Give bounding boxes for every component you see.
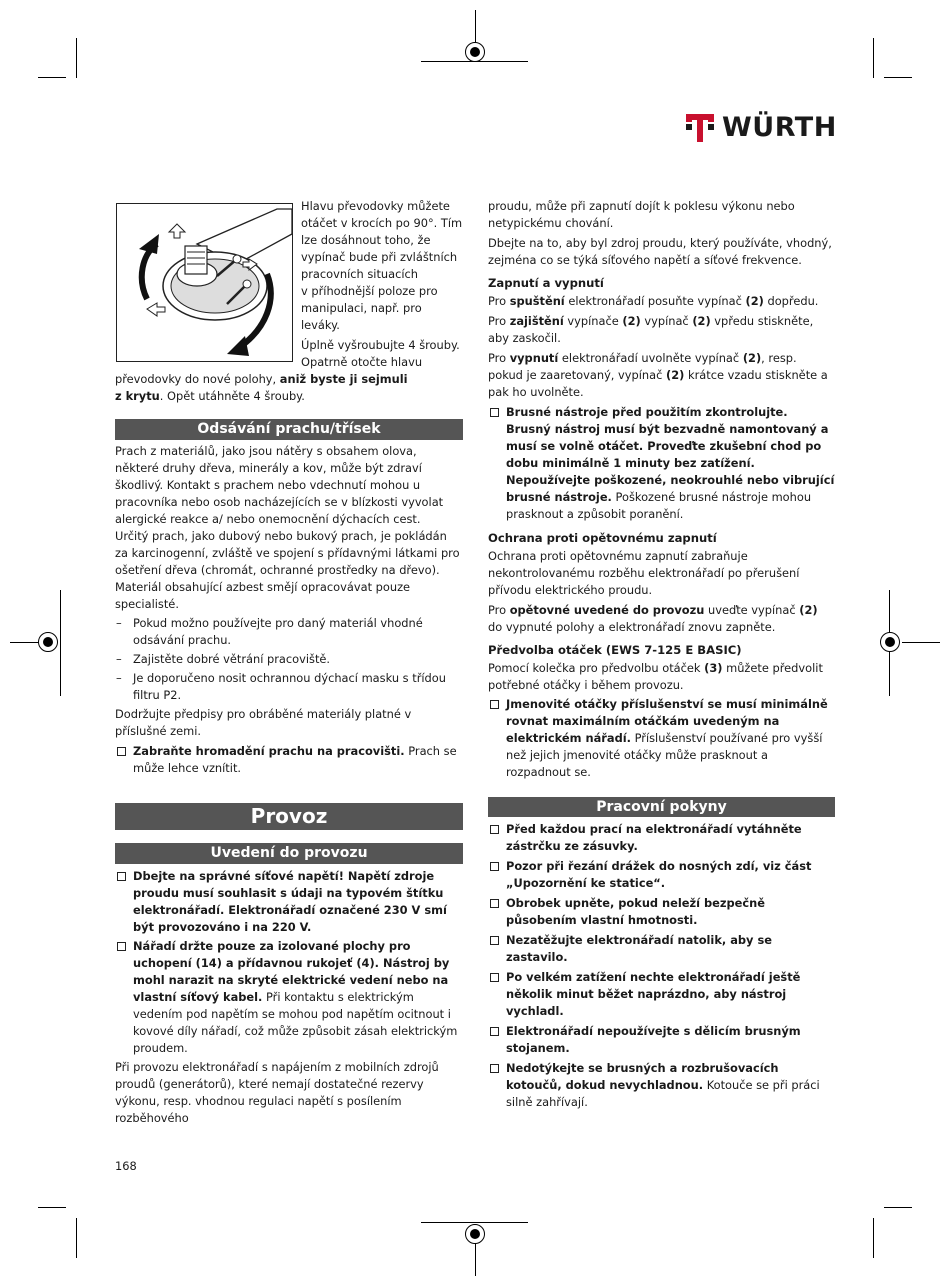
provoz-heading: Provoz <box>115 803 463 830</box>
work-instructions-list <box>488 821 835 1111</box>
speed-paragraph: Pomocí kolečka pro předvolbu otáček (3) můžete předvolit potřebné otáčky i během provozu. <box>488 661 823 692</box>
intro-line: lze dosáhnout toho, že <box>301 233 431 247</box>
switch-off-text: Pro vypnutí elektronářadí uvolněte vypínač (2), resp. pokud je zaaretovaný, vypínač (2) krátce vzadu stiskněte a pak ho uvolněte. <box>488 351 828 399</box>
restart-protection-heading: Ochrana proti opětovnému zapnutí <box>488 531 717 545</box>
page-number: 168 <box>115 1159 137 1173</box>
speed-preselect-heading: Předvolba otáček (EWS 7-125 E BASIC) <box>488 643 742 657</box>
dust-paragraph-3: Dodržujte předpisy pro obráběné materiály platné v příslušné zemi. <box>115 707 412 738</box>
intro-line: leváky. <box>301 318 340 332</box>
dust-paragraph-1: Prach z materiálů, jako jsou nátěry s obsahem olova, některé druhy dřeva, minerály a kov, může být zdraví škodlivý. Kontakt s prachem nebo vdechnutí mohou u pracovníka nebo osob nacházejících se v blízkosti vyvolat alergické reakce a/ nebo onemocnění dýchacích cest. <box>115 444 444 526</box>
gear-head-illustration <box>116 203 293 362</box>
work-instruction-item: Elektronářadí nepoužívejte s dělicím brusným stojanem. <box>488 1023 835 1057</box>
dust-list-item: – Pokud možno používejte pro daný materiál vhodné odsávání prachu. <box>115 615 463 649</box>
restart-paragraph-1: Ochrana proti opětovnému zapnutí zabraňuje nekontrolovanému rozběhu elektronářadí po přerušení přívodu elektrického proudu. <box>488 549 800 597</box>
right-column <box>488 198 835 1111</box>
intro-line: Opatrně otočte hlavu <box>301 355 423 369</box>
angle-grinder-head-icon <box>117 204 292 361</box>
dust-list-item: – Zajistěte dobré větrání pracoviště. <box>115 651 463 668</box>
work-instruction-item: Nezatěžujte elektronářadí natolik, aby se zastavilo. <box>488 932 835 966</box>
dust-heading: Odsávání prachu/třísek <box>115 419 463 440</box>
intro-line: Hlavu převodovky můžete <box>301 199 450 213</box>
logo-text: WÜRTH <box>722 112 837 143</box>
generator-paragraph: Při provozu elektronářadí s napájením z mobilních zdrojů proudů (generátorů), které nemají dostatečné rezervy výkonu, resp. vhodnou regulaci napětí s posílením rozběhového <box>115 1060 439 1125</box>
switch-on-text: Pro spuštění elektronářadí posuňte vypínač (2) dopředu. <box>488 294 819 308</box>
work-instruction-item: Nedotýkejte se brusných a rozbrušovacích kotoučů, dokud nevychladnou. Kotouče se při práci silně zahřívají. <box>488 1060 835 1111</box>
intro-line: pracovních situacích <box>301 267 419 281</box>
dust-warning: Zabraňte hromadění prachu na pracovišti. Prach se může lehce vznítit. <box>115 743 463 777</box>
intro-wrap-text <box>301 198 466 371</box>
check-tools-warning: Brusné nástroje před použitím zkontrolujte. Brusný nástroj musí být bezvadně namontovaný a musí se volně otáčet. Proveďte zkušební chod po dobu minimálně 1 minuty bez zatížení. Nepoužívejte poškozené, neokrouhlé nebo vibrující brusné nástroje. Poškozené brusné nástroje mohou prasknout a způsobit poranění. <box>488 404 835 523</box>
rated-speed-warning: Jmenovité otáčky příslušenství se musí minimálně rovnat maximálním otáčkám uvedeným na elektrickém nářadí. Příslušenství používané pro vyšší než jejich jmenovité otáčky může prasknout a rozpadnout se. <box>488 696 835 781</box>
on-off-heading: Zapnutí a vypnutí <box>488 276 604 290</box>
dust-paragraph-2: Určitý prach, jako dubový nebo bukový prach, je pokládán za karcinogenní, zvláště ve spojení s přídavnými látkami pro ošetření dřeva (chromát, ochranné prostředky na dřevo). Materiál obsahující azbest smějí opracovávat pouze specialisté. <box>115 529 460 611</box>
continued-paragraph: proudu, může při zapnutí dojít k poklesu výkonu nebo netypickému chování. <box>488 199 795 230</box>
left-column <box>115 371 463 1127</box>
intro-line: manipulaci, např. pro <box>301 301 422 315</box>
intro-line: v příhodnější poloze pro <box>301 284 438 298</box>
uvedeni-heading: Uvedení do provozu <box>115 843 463 864</box>
work-instruction-item: Pozor při řezání drážek do nosných zdí, viz část „Upozornění ke statice“. <box>488 858 835 892</box>
work-instruction-item: Obrobek upněte, pokud neleží bezpečně působením vlastní hmotnosti. <box>488 895 835 929</box>
work-instruction-item: Před každou prací na elektronářadí vytáhněte zástrčku ze zásuvky. <box>488 821 835 855</box>
switch-lock-text: Pro zajištění vypínače (2) vypínač (2) vpředu stiskněte, aby zaskočil. <box>488 314 814 345</box>
intro-end: převodovky do nové polohy, aniž byste ji sejmuli z krytu. Opět utáhněte 4 šrouby. <box>115 372 408 403</box>
wurth-logo <box>684 112 836 146</box>
voltage-warning: Dbejte na správné síťové napětí! Napětí zdroje proudu musí souhlasit s údaji na typovém štítku elektronářadí. Elektronářadí označené 230 V smí být provozováno i na 220 V. <box>115 868 463 936</box>
insulated-grip-warning: Nářadí držte pouze za izolované plochy pro uchopení (14) a přídavnou rukojeť (4). Nástroj by mohl narazit na skryté elektrické vedení nebo na vlastní síťový kabel. Při kontaktu s elektrickým vedením pod napětím se mohou pod napětím ocitnout i kovové díly nářadí, což může způsobit zásah elektrickým proudem. <box>115 938 463 1057</box>
intro-line: vypínač bude při zvláštních <box>301 250 458 264</box>
power-source-paragraph: Dbejte na to, aby byl zdroj proudu, který používáte, vhodný, zejména co se týká síťového napětí a síťové frekvence. <box>488 236 832 267</box>
work-instruction-item: Po velkém zatížení nechte elektronářadí ještě několik minut běžet naprázdno, aby nástroj vychladl. <box>488 969 835 1020</box>
intro-line: Úplně vyšroubujte 4 šrouby. <box>301 338 460 352</box>
work-instructions-heading: Pracovní pokyny <box>488 797 835 817</box>
restart-paragraph-2: Pro opětovné uvedené do provozu uveďte vypínač (2) do vypnuté polohy a elektronářadí znovu zapněte. <box>488 603 818 634</box>
wurth-logo-mark <box>684 112 716 144</box>
dust-list-item: – Je doporučeno nosit ochrannou dýchací masku s třídou filtru P2. <box>115 670 463 704</box>
intro-line: otáčet v krocích po 90°. Tím <box>301 216 463 230</box>
